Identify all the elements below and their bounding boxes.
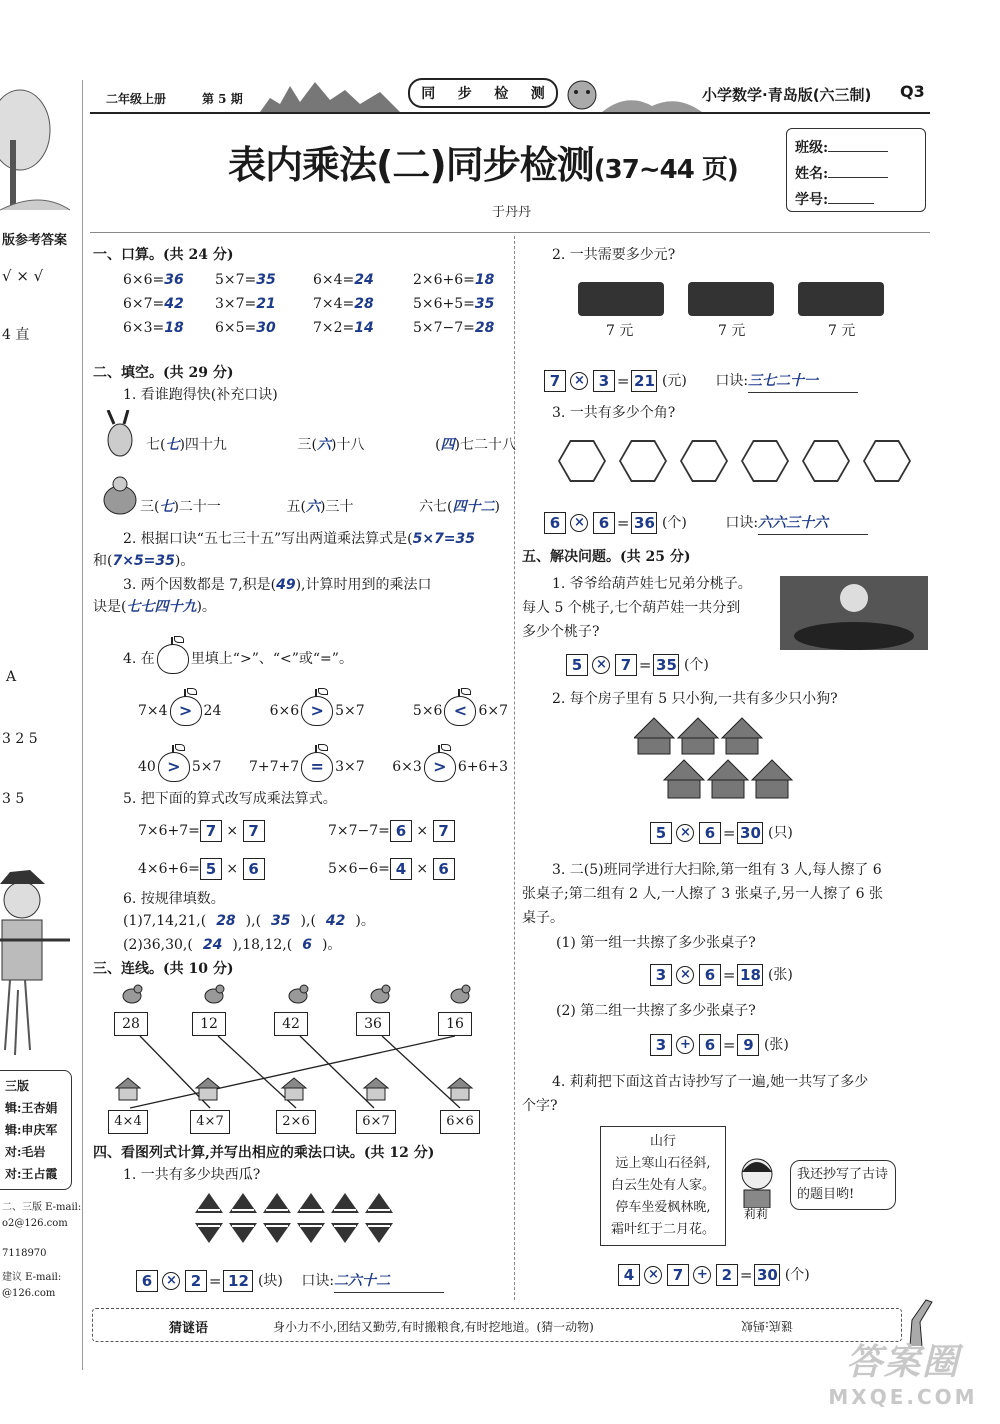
edition-label: 三版	[5, 1079, 30, 1093]
sidebar-heading: 版参考答案	[2, 233, 68, 248]
q4-3-text: 3. 一共有多少个角?	[552, 405, 676, 421]
q2-3-text: 3. 两个因数都是 7,积是(49),计算时用到的乘法口	[123, 577, 432, 593]
scarecrow-illustration	[0, 870, 75, 1060]
q4-1-answer: 6 × 2 = 12 (块) 口诀:二六十二	[136, 1270, 444, 1293]
house-expression[interactable]: 4×7	[190, 1110, 230, 1134]
poem-line: 白云生处有人家。	[610, 1178, 715, 1193]
oral-calc-grid	[123, 272, 513, 336]
calc-item: 7×2=14	[313, 320, 374, 336]
contact-info	[2, 1200, 81, 1302]
section-2-title: 二、填空。(共 29 分)	[93, 365, 234, 381]
q5-3-2-answer: 3 + 6 = 9 (张)	[650, 1034, 789, 1056]
calc-item: 6×7=42	[123, 296, 184, 312]
girl-icon	[734, 1154, 780, 1208]
class-field[interactable]	[828, 151, 888, 152]
bird-number[interactable]: 36	[356, 1012, 390, 1036]
bird-number[interactable]: 16	[438, 1012, 472, 1036]
q5-3-2-text: (2) 第二组一共擦了多少张桌子?	[556, 1003, 756, 1019]
dog-houses	[634, 716, 814, 804]
sidebar-line3: 3 2 5	[2, 731, 38, 747]
email-1: o2@126.com	[2, 1218, 68, 1229]
hexagon-shape	[680, 440, 728, 482]
calc-item: 2×6+6=18	[413, 272, 495, 288]
header-rule	[90, 112, 930, 114]
poem-box	[600, 1126, 726, 1246]
calc-item: 5×6+5=35	[413, 296, 495, 312]
title-main: 表内乘法(二)同步检测	[228, 143, 594, 187]
watermelon-icon	[262, 1222, 292, 1244]
house-expression[interactable]: 6×6	[440, 1110, 480, 1134]
riddle-bar	[92, 1308, 902, 1342]
watermelon-icon	[296, 1192, 326, 1214]
q5-2-answer: 5 × 6 = 30 (只)	[650, 822, 793, 844]
price-label: 7 元	[828, 323, 856, 339]
house-expression[interactable]: 2×6	[276, 1110, 316, 1134]
house-icon	[362, 1076, 390, 1102]
pencil-case-icon	[798, 282, 884, 316]
poem-line: 远上寒山石径斜,	[615, 1156, 711, 1171]
q2-4-text: 4. 在 里填上“>”、“<”或“=”。	[123, 644, 353, 674]
sidebar-line4: 3 5	[2, 791, 25, 807]
hexagon-shape	[741, 440, 789, 482]
calc-item: 6×5=30	[215, 320, 276, 336]
calc-item: 6×6=36	[123, 272, 184, 288]
email-label-2: 建议 E-mail:	[2, 1272, 62, 1283]
price-label: 7 元	[606, 323, 634, 339]
calc-item: 6×4=24	[313, 272, 374, 288]
calc-item: 5×7−7=28	[413, 320, 495, 336]
watermelon-icon	[228, 1192, 258, 1214]
matching-area	[100, 980, 510, 1140]
compare-apple[interactable]: >	[424, 752, 456, 782]
banner-char-2: 步	[457, 86, 472, 102]
bird-number[interactable]: 42	[274, 1012, 308, 1036]
rewrite-item: 7×6+7= 7 × 7	[138, 820, 265, 842]
rabbit-icon	[98, 410, 142, 462]
watermelon-icon	[194, 1222, 224, 1244]
calc-item: 3×7=21	[215, 296, 276, 312]
sidebar-line2: A	[6, 669, 17, 685]
banner-char-4: 测	[530, 86, 545, 102]
q2-5-text: 5. 把下面的算式改写成乘法算式。	[123, 791, 337, 807]
id-field-label: 学号:	[795, 192, 829, 208]
hexagon-shape	[863, 440, 911, 482]
q2-6-text: 6. 按规律填数。	[123, 891, 225, 907]
email-label-1: 二、三版 E-mail:	[2, 1202, 82, 1213]
banner-char-3: 检	[494, 86, 509, 102]
poem-line: 霜叶红于二月花。	[610, 1222, 715, 1237]
watermelon-icon	[262, 1192, 292, 1214]
compare-apple[interactable]: >	[170, 696, 202, 726]
gourd-brothers-image	[780, 576, 928, 650]
rewrite-item: 7×7−7= 6 × 7	[328, 820, 455, 842]
q5-1-text: 1. 爷爷给葫芦娃七兄弟分桃子。 每人 5 个桃子,七个葫芦娃一共分到 多少个桃子?	[522, 576, 752, 640]
house-expression[interactable]: 6×7	[356, 1110, 396, 1134]
q5-4-answer: 4 × 7 + 2 = 30 (个)	[618, 1264, 810, 1286]
grade-label: 二年级上册	[106, 92, 167, 106]
q5-4-text: 4. 莉莉把下面这首古诗抄写了一遍,她一共写了多少 个字?	[522, 1074, 869, 1114]
hills-illustration	[602, 88, 702, 112]
speech-bubble	[790, 1160, 896, 1210]
pencil-case-icon	[688, 282, 774, 316]
info-box	[786, 128, 926, 212]
hexagon-shape	[802, 440, 850, 482]
house-icon	[114, 1076, 142, 1102]
q2-1-text: 1. 看谁跑得快(补充口诀)	[123, 387, 278, 403]
riddle-text: 身小力不小,团结又勤劳,有时搬粮食,有时挖地道。(猜一动物)	[273, 1320, 594, 1334]
class-field-label: 班级:	[795, 140, 829, 156]
bubble-text: 我还抄写了古诗的题目哟!	[797, 1167, 889, 1202]
watermark-logo: 答案圈	[845, 1342, 960, 1383]
mascot-icon	[562, 78, 602, 112]
compare-apple[interactable]: <	[444, 696, 476, 726]
editor-4: 对:王占霞	[5, 1167, 58, 1181]
page-title	[228, 134, 738, 189]
watermelon-icon	[228, 1222, 258, 1244]
banner-char-1: 同	[421, 86, 436, 102]
sidebar-marks: √ × √	[2, 267, 44, 285]
riddle-answer: 谜底:蚂蚁	[741, 1319, 794, 1333]
compare-row-1: 7×4 > 24 6×6 > 5×7 5×6 < 6×7	[138, 696, 508, 726]
q4-2-answer: 7 × 3 = 21 (元) 口诀:三七二十一	[544, 370, 858, 393]
q4-2-text: 2. 一共需要多少元?	[552, 247, 676, 263]
q4-3-answer: 6 × 6 = 36 (个) 口诀:六六三十六	[544, 512, 868, 535]
compare-apple[interactable]: >	[158, 752, 190, 782]
q5-3-text: 3. 二(5)班同学进行大扫除,第一组有 3 人,每人擦了 6 张桌子;第二组有 2 人,一人擦了 3 张桌子,另一人擦了 6 张 桌子。	[522, 862, 884, 926]
castle-illustration	[260, 78, 400, 112]
riddle-label: 猜谜语	[169, 1321, 209, 1336]
hexagon-row	[558, 440, 918, 486]
q5-1-answer: 5 × 7 = 35 (个)	[566, 654, 709, 676]
section-1-title: 一、口算。(共 24 分)	[93, 247, 234, 263]
sidebar-line1: 4 直	[2, 327, 30, 343]
watermelon-group	[194, 1192, 394, 1258]
rhyme-row-1: 七(七)四十九 三(六)十八 (四)七二十八	[146, 437, 516, 453]
calc-item: 7×4=28	[313, 296, 374, 312]
q2-2-text-b: 和(7×5=35)。	[93, 553, 195, 569]
calc-item: 6×3=18	[123, 320, 184, 336]
calc-item: 5×7=35	[215, 272, 276, 288]
section-5-title: 五、解决问题。(共 25 分)	[522, 549, 691, 565]
editor-3: 对:毛岩	[5, 1145, 46, 1159]
bird-number[interactable]: 28	[114, 1012, 148, 1036]
watermelon-icon	[296, 1222, 326, 1244]
page-code: Q3	[900, 82, 925, 101]
compare-apple[interactable]: >	[301, 696, 333, 726]
subject-label: 小学数学·青岛版(六三制)	[702, 86, 872, 104]
compare-row-2: 40 > 5×7 7+7+7 = 3×7 6×3 > 6+6+3	[138, 752, 508, 782]
section-4-title: 四、看图列式计算,并写出相应的乘法口诀。(共 12 分)	[93, 1145, 435, 1161]
bird-number[interactable]: 12	[192, 1012, 226, 1036]
name-field-label: 姓名:	[795, 166, 829, 182]
q4-1-text: 1. 一共有多少块西瓜?	[123, 1167, 261, 1183]
id-field[interactable]	[828, 203, 874, 204]
pencil-case-icon	[578, 282, 664, 316]
sidebar-divider	[82, 80, 83, 1370]
pattern-2: (2)36,30,( 24 ),18,12,( 6 )。	[123, 937, 342, 953]
q2-3-text-b: 诀是(七七四十九)。	[93, 599, 216, 615]
apple-icon	[157, 644, 189, 674]
house-expression[interactable]: 4×4	[108, 1110, 148, 1134]
rhyme-row-2: 三(七)二十一 五(六)三十 六七(四十二)	[140, 499, 500, 515]
issue-label: 第 5 期	[202, 92, 243, 106]
girl-name: 莉莉	[744, 1207, 769, 1221]
editor-1: 辑:王杏娟	[5, 1101, 58, 1115]
rewrite-item: 5×6−6= 4 × 6	[328, 858, 455, 880]
phone: 7118970	[2, 1248, 47, 1259]
watermelon-icon	[330, 1222, 360, 1244]
compare-apple[interactable]: =	[301, 752, 333, 782]
q5-3-1-answer: 3 × 6 = 18 (张)	[650, 964, 793, 986]
watermelon-icon	[364, 1192, 394, 1214]
pattern-1: (1)7,14,21,( 28 ),( 35 ),( 42 )。	[123, 913, 375, 929]
turtle-icon	[100, 474, 140, 518]
poem-title: 山行	[649, 1134, 676, 1149]
title-divider	[90, 232, 930, 233]
tree-illustration	[0, 80, 70, 220]
watermelon-icon	[330, 1192, 360, 1214]
q2-2-text: 2. 根据口诀“五七三十五”写出两道乘法算式是(5×7=35	[123, 531, 476, 547]
house-icon	[446, 1076, 474, 1102]
pencil-cases	[578, 282, 888, 342]
banner	[408, 78, 558, 108]
author: 于丹丹	[492, 205, 532, 220]
watermark-url: MXQE.COM	[828, 1385, 978, 1409]
q5-2-text: 2. 每个房子里有 5 只小狗,一共有多少只小狗?	[552, 691, 838, 707]
editor-2: 辑:申庆军	[5, 1123, 58, 1137]
house-icon	[194, 1076, 222, 1102]
email-2: @126.com	[2, 1288, 56, 1299]
price-label: 7 元	[718, 323, 746, 339]
editor-panel	[0, 1070, 72, 1190]
column-divider	[514, 236, 515, 1300]
name-field[interactable]	[828, 177, 888, 178]
sidebar	[0, 70, 82, 1370]
q5-3-1-text: (1) 第一组一共擦了多少张桌子?	[556, 935, 756, 951]
watermelon-icon	[194, 1192, 224, 1214]
hexagon-shape	[619, 440, 667, 482]
house-icon	[280, 1076, 308, 1102]
rewrite-item: 4×6+6= 5 × 6	[138, 858, 265, 880]
section-3-title: 三、连线。(共 10 分)	[93, 961, 234, 977]
title-pages: (37~44 页)	[593, 155, 738, 185]
header	[90, 78, 930, 118]
hexagon-shape	[558, 440, 606, 482]
poem-line: 停车坐爱枫林晚,	[615, 1200, 711, 1215]
watermelon-icon	[364, 1222, 394, 1244]
watermark	[808, 1334, 998, 1420]
